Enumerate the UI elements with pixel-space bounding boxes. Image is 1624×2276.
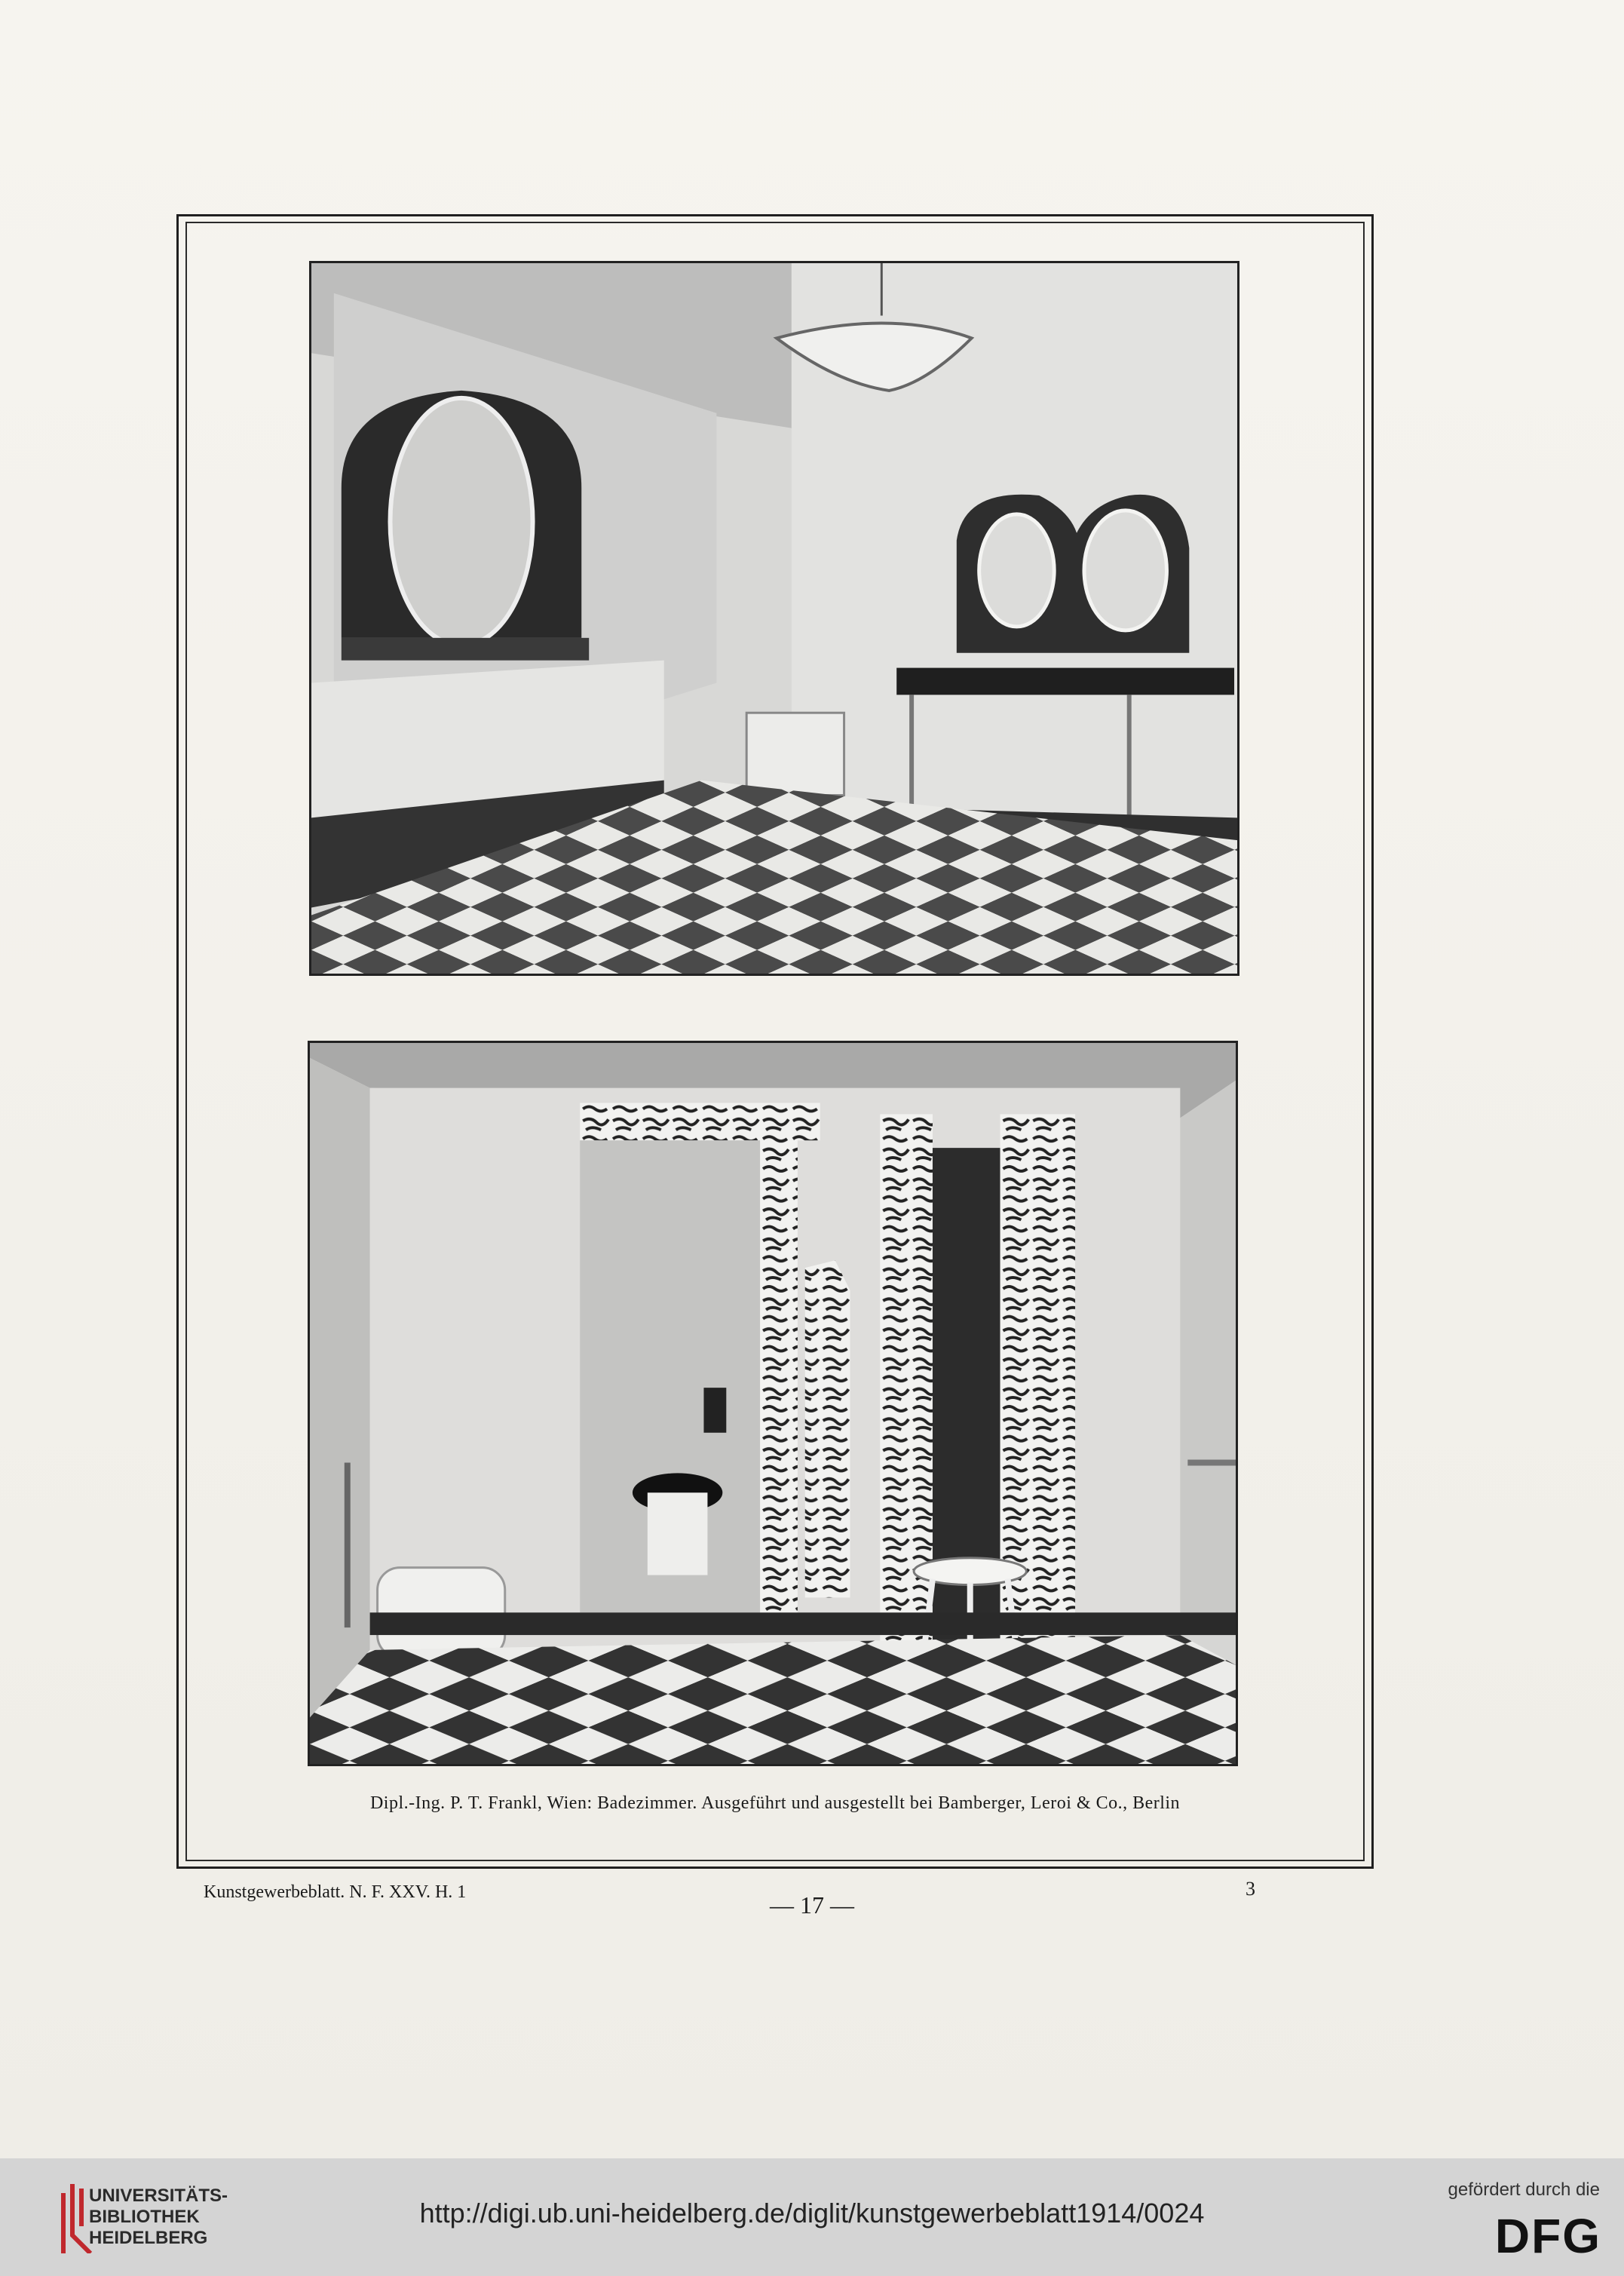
journal-reference: Kunstgewerbeblatt. N. F. XXV. H. 1 xyxy=(204,1882,467,1902)
funding-note: gefördert durch die xyxy=(1448,2179,1600,2200)
sheet-number: 3 xyxy=(1246,1878,1255,1900)
bathroom-photo-bottom xyxy=(308,1041,1238,1766)
permalink-url[interactable]: http://digi.ub.uni-heidelberg.de/diglit/kunstgewerbeblatt1914/0024 xyxy=(419,2198,1205,2228)
page-number: — 17 — xyxy=(770,1891,854,1919)
digitization-footer-bar xyxy=(0,2158,1624,2276)
dfg-logo[interactable]: DFG xyxy=(1494,2209,1601,2263)
library-name-line-3: HEIDELBERG xyxy=(89,2228,208,2248)
bathroom-photo-top xyxy=(309,261,1239,976)
library-name-line-2: BIBLIOTHEK xyxy=(89,2207,200,2227)
library-name-line-1: UNIVERSITÄTS- xyxy=(89,2186,228,2206)
figure-caption: Dipl.-Ing. P. T. Frankl, Wien: Badezimmer. Ausgeführt und ausgestellt bei Bamberger, Leroi & Co., Berlin xyxy=(369,1793,1181,1813)
